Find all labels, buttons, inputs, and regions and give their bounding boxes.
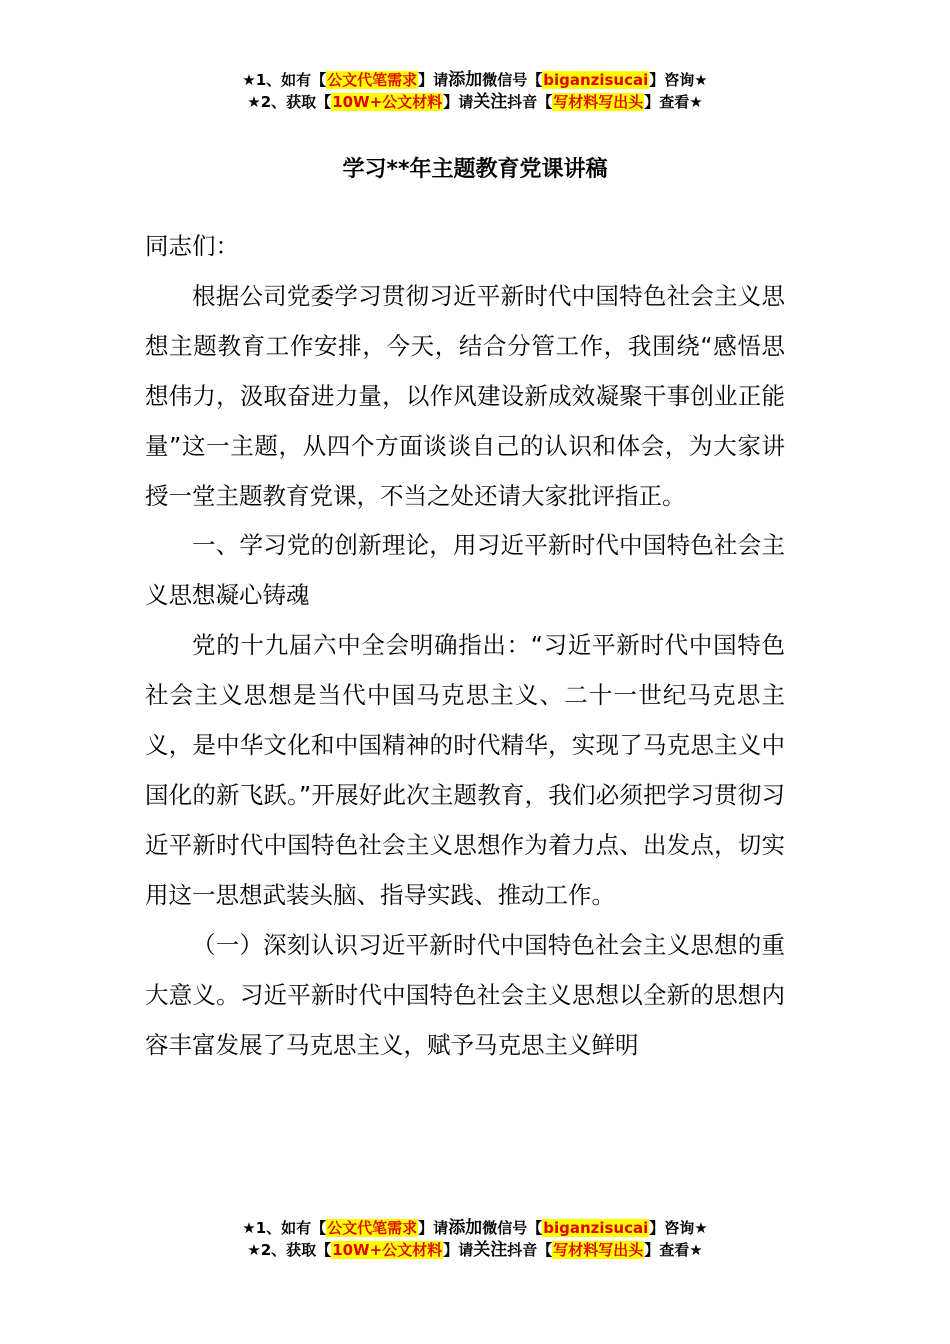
document-title: 学习**年主题教育党课讲稿 [342,157,608,182]
banner-text: 】咨询★ [649,1219,708,1237]
banner-text: ★2、获取【 [247,93,332,111]
paragraph: （一）深刻认识习近平新时代中国特色社会主义思想的重大意义。习近平新时代中国特色社会主义思想以全新的思想内容丰富发展了马克思主义，赋予马克思主义鲜明 [145,930,785,1059]
banner-text: 抖音【 [507,1241,553,1259]
document-body [145,222,785,1070]
banner-text: 抖音【 [507,93,553,111]
footer-banner [0,1217,950,1261]
banner-text: ★1、如有【 [242,71,327,89]
banner-text: 微信号【 [482,71,543,89]
paragraph: 根据公司党委学习贯彻习近平新时代中国特色社会主义思想主题教育工作安排，今天，结合分管工作，我围绕“感悟思想伟力，汲取奋进力量，以作风建设新成效凝聚干事创业正能量”这一主题，从四个方面谈谈自己的认识和体会，为大家讲授一堂主题教育党课，不当之处还请大家批评指正。 [145,281,785,510]
banner-highlight: 公文代笔需求 [327,71,418,89]
banner-highlight: biganzisucai [543,1219,649,1237]
banner-highlight: 10W+公文材料 [332,93,443,111]
banner-emphasis: 添加 [448,1218,483,1238]
banner-emphasis: 添加 [448,70,483,90]
header-banner [0,69,950,113]
banner-text: 】查看★ [644,1241,703,1259]
paragraph: 党的十九届六中全会明确指出：“习近平新时代中国特色社会主义思想是当代中国马克思主义、二十一世纪马克思主义，是中华文化和中国精神的时代精华，实现了马克思主义中国化的新飞跃。”开展好此次主题教育，我们必须把学习贯彻习近平新时代中国特色社会主义思想作为着力点、出发点，切实用这一思想武装头脑、指导实践、推动工作。 [145,631,785,909]
banner-text: ★1、如有【 [242,1219,327,1237]
banner-line-1 [0,1217,950,1239]
banner-line-2 [0,91,950,113]
banner-highlight: 写材料写出头 [553,1241,644,1259]
banner-highlight: 公文代笔需求 [327,1219,418,1237]
banner-emphasis: 关注 [473,1240,508,1260]
banner-line-2 [0,1239,950,1261]
banner-highlight: 写材料写出头 [553,93,644,111]
banner-text: 】请 [418,71,449,89]
banner-line-1 [0,69,950,91]
banner-text: 】咨询★ [649,71,708,89]
banner-text: 】请 [443,1241,474,1259]
banner-emphasis: 关注 [473,92,508,112]
banner-text: 】请 [443,93,474,111]
salutation: 同志们： [145,232,239,260]
section-heading: 一、学习党的创新理论，用习近平新时代中国特色社会主义思想凝心铸魂 [145,531,785,610]
banner-highlight: biganzisucai [543,71,649,89]
banner-text: ★2、获取【 [247,1241,332,1259]
banner-text: 】请 [418,1219,449,1237]
banner-text: 微信号【 [482,1219,543,1237]
banner-text: 】查看★ [644,93,703,111]
banner-highlight: 10W+公文材料 [332,1241,443,1259]
